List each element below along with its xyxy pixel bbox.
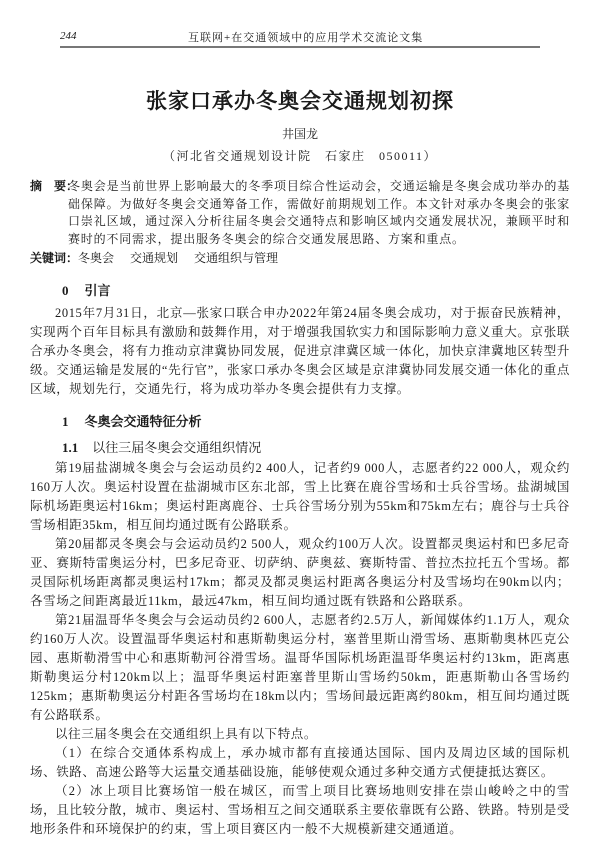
author: 井国龙: [281, 127, 318, 141]
affiliation: （河北省交通规划设计院 石家庄 050011）: [162, 149, 438, 163]
subsection-heading: [62, 439, 570, 457]
section-title: 引言: [84, 282, 111, 298]
keyword: 交通组织与管理: [194, 251, 279, 265]
abstract-text: 冬奥会是当前世界上影响最大的冬季项目综合性运动会，交通运输是冬奥会成功举办的基础保障。为做好冬奥会交通筹备工作，需做好前期规划工作。本文针对承办冬奥会的张家口崇礼区域，通过深入分析往届冬奥会交通特点和影响区域内交通发展状况，兼顾平时和赛时的不同需求，提出服务冬奥会的综合交通发展思路、方案和重点。: [68, 179, 570, 246]
running-header: [60, 26, 540, 48]
paragraph: 2015年7月31日，北京—张家口联合申办2022年第24届冬奥会成功，对于振奋民族精神，实现两个百年目标具有激励和鼓舞作用，对于增强我国软实力和国际影响力意义重大。京张联合承办冬奥会，将有力推动京津冀协同发展，促进京津冀区域一体化，加快京津冀地区转型升级。交通运输是发展的“先行官”，张家口承办冬奥会区域是京津冀协同发展交通一体化的重点区域，规划先行，交通先行，将为成功举办冬奥会提供有力支撑。: [30, 305, 570, 396]
section-number: 1: [62, 413, 69, 429]
paragraph: （1）在综合交通体系构成上，承办城市都有直接通达国际、国内及周边区域的国际机场、铁路、高速公路等大运量交通基础设施，能够使观众通过多种交通方式便捷抵达赛区。: [30, 745, 570, 779]
section-heading-0: [62, 282, 570, 300]
abstract-label: 摘 要：: [30, 179, 79, 193]
paragraph: 第19届盐湖城冬奥会与会运动员约2 400人，记者约9 000人，志愿者约22 000人，观众约160万人次。奥运村设置在盐湖城市区东北部，雪上比赛在鹿谷雪场和士兵谷雪场。盐湖城国际机场距奥运村16km；奥运村距离鹿谷、士兵谷雪场分别为55km和75km左右；鹿谷与士兵谷雪场相距35km，相互间均通过既有公路联系。: [30, 460, 570, 532]
section-number: 0: [62, 282, 69, 298]
paragraph: 第20届都灵冬奥会与会运动员约2 500人，观众约100万人次。设置都灵奥运村和巴多尼奇亚、赛斯特雷奥运分村，巴多尼奇亚、切萨纳、萨奥兹、赛斯特雷、普拉杰拉托五个雪场。都灵国际机场距离都灵奥运村17km；都灵及都灵奥运村距离各奥运分村及雪场均在90km以内；各雪场之间距离最近11km，最远47km，相互间均通过既有铁路和公路联系。: [30, 536, 570, 608]
paragraph: 以往三届冬奥会在交通组织上具有以下特点。: [55, 726, 318, 741]
page-number: 244: [60, 30, 77, 42]
keywords-label: 关键词：: [30, 251, 79, 265]
keyword: 冬奥会: [78, 251, 115, 265]
paper-title: 张家口承办冬奥会交通规划初探: [146, 89, 454, 113]
abstract: [30, 178, 570, 248]
subsection-title: 以往三届冬奥会交通组织情况: [92, 439, 262, 455]
paragraph: （2）冰上项目比赛场馆一般在城区，而雪上项目比赛场地则安排在崇山峻岭之中的雪场，且比较分散，城市、奥运村、雪场相互之间交通联系主要依靠既有公路、铁路。特别是受地形条件和环境保护的约束，雪上项目赛区内一般不大规模新建交通通道。: [30, 783, 570, 836]
running-title: 互联网+在交通领域中的应用学术交流论文集: [188, 32, 424, 44]
keywords: [30, 250, 570, 268]
section-title: 冬奥会交通特征分析: [84, 413, 202, 429]
subsection-number: 1.1: [62, 439, 79, 455]
keyword: 交通规划: [130, 251, 179, 265]
section-heading-1: [62, 413, 570, 431]
paragraph: 第21届温哥华冬奥会与会运动员约2 600人，志愿者约2.5万人，新闻媒体约1.1万人，观众约160万人次。设置温哥华奥运村和惠斯勒奥运分村，塞普里斯山滑雪场、惠斯勒奥林匹克公园、惠斯勒滑雪中心和惠斯勒河谷滑雪场。温哥华国际机场距温哥华奥运村约13km，距离惠斯勒奥运分村120km以上；温哥华奥运村距塞普里斯山雪场约50km，距惠斯勒山各雪场约125km；惠斯勒奥运分村距各雪场均在18km以内；雪场间最远距离约80km，相互间均通过既有公路联系。: [30, 612, 570, 722]
